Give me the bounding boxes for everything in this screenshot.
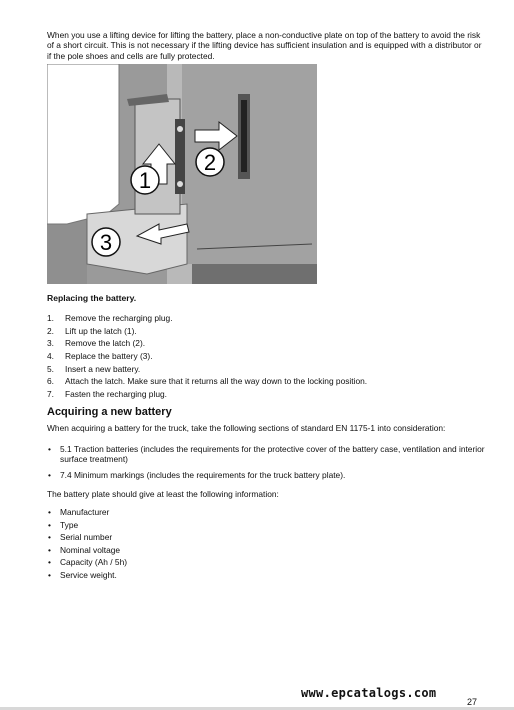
standards-list [47, 444, 487, 485]
page-number: 27 [467, 697, 478, 707]
list-item: • Service weight. [48, 569, 117, 580]
plate-info-list [47, 507, 127, 583]
list-item: 3. Remove the latch (2). [47, 338, 146, 349]
list-item: • Manufacturer [48, 507, 110, 517]
callout-3 [92, 228, 120, 256]
list-item: • Capacity (Ah / 5h) [48, 557, 128, 568]
list-item: 2. Lift up the latch (1). [47, 325, 137, 336]
list-item: 4. Replace the battery (3). [47, 351, 153, 362]
list-item: 5. Insert a new battery. [47, 363, 141, 374]
list-item: • 5.1 Traction batteries (includes the requirements for the protective cover of the battery case, ventilation and interior surface treatment) [48, 444, 485, 465]
replacing-heading: Replacing the battery. [47, 293, 137, 303]
list-item: • Type [48, 519, 79, 530]
acquiring-heading: Acquiring a new battery [47, 406, 172, 418]
steps-list [47, 312, 367, 401]
svg-text:2: 2 [203, 150, 217, 175]
acquiring-intro: When acquiring a battery for the truck, take the following sections of standard EN 1175-1 into consideration: [47, 423, 446, 433]
list-item: • 7.4 Minimum markings (includes the requirements for the truck battery plate). [48, 469, 346, 480]
list-item: 6. Attach the latch. Make sure that it returns all the way down to the locking position. [47, 376, 368, 387]
callout-2 [196, 148, 224, 176]
battery-replacement-illustration [47, 64, 317, 284]
svg-text:3: 3 [99, 230, 113, 255]
intro-paragraph: When you use a lifting device for lifting the battery, place a non-conductive plate on top of the battery to avoid the risk of a short circuit. This is not necessary if the lifting device has sufficient insulation and is equipped with a distributor or if the pole shoes and cells are fully protected. [47, 30, 482, 61]
list-item: • Serial number [48, 532, 113, 543]
list-item: 7. Fasten the recharging plug. [47, 389, 167, 400]
plate-intro: The battery plate should give at least the following information: [47, 489, 279, 499]
list-item: • Nominal voltage [48, 544, 121, 555]
footer-url[interactable]: www.epcatalogs.com [301, 686, 437, 700]
list-item: 1. Remove the recharging plug. [47, 313, 173, 323]
svg-text:1: 1 [138, 168, 152, 193]
callout-1 [131, 166, 159, 194]
